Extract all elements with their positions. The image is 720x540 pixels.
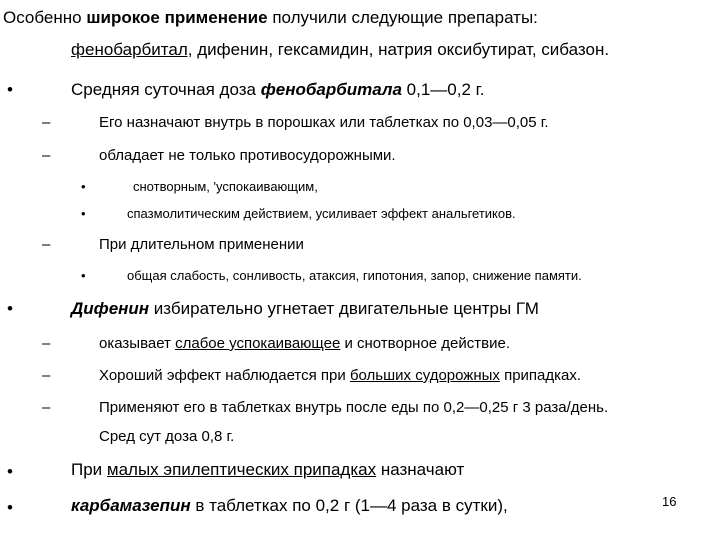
phenobarbital-sub2a: снотворным, 'успокаивающим,	[133, 179, 318, 194]
dash-marker: –	[42, 114, 51, 131]
intro-pre: Особенно	[3, 8, 87, 27]
phenobarbital-sub2: обладает не только противосудорожными.	[99, 147, 396, 164]
petit-line	[71, 460, 464, 480]
difenin-sub1-pre: оказывает	[99, 335, 176, 352]
dash-marker: –	[42, 399, 51, 416]
phenobarbital-sub2b: спазмолитическим действием, усиливает эффект анальгетиков.	[127, 206, 516, 221]
phenobarbital-post: 0,1—0,2 г.	[401, 80, 485, 99]
difenin-post: избирательно угнетает двигательные центры ГМ	[149, 299, 539, 318]
phenobarbital-sub1: Его назначают внутрь в порошках или таблетках по 0,03—0,05 г.	[99, 114, 549, 131]
intro-line	[3, 8, 538, 28]
difenin-sub2-post: припадках.	[499, 367, 582, 384]
dash-marker: –	[42, 367, 51, 384]
difenin-sub3: Применяют его в таблетках внутрь после еды по 0,2—0,25 г 3 раза/день.	[99, 399, 609, 416]
bullet-marker: •	[7, 80, 13, 99]
carbamazepine-line	[71, 496, 508, 516]
difenin-sub1-link[interactable]: слабое успокаивающее	[175, 335, 341, 352]
drug-link-phenobarbital[interactable]: фенобарбитал,	[71, 40, 193, 59]
difenin-bold: Дифенин	[71, 299, 150, 318]
phenobarbital-dose	[71, 80, 485, 100]
phenobarbital-bold: фенобарбитала	[260, 80, 402, 99]
difenin-sub2-link[interactable]: больших судорожных	[349, 367, 500, 384]
bullet-marker: •	[7, 498, 13, 517]
drugs-line	[71, 40, 609, 60]
bullet-marker: •	[7, 299, 13, 318]
difenin-sub2	[99, 367, 581, 384]
difenin-sub3-cont: Сред сут доза 0,8 г.	[99, 428, 235, 445]
carbamazepine-post: в таблетках по 0,2 г (1—4 раза в сутки),	[190, 496, 508, 515]
dash-marker: –	[42, 236, 51, 253]
bullet-marker: •	[81, 206, 86, 221]
carbamazepine-bold: карбамазепин	[71, 496, 191, 515]
intro-post: получили следующие препараты:	[267, 8, 538, 27]
phenobarbital-pre: Средняя суточная доза	[71, 80, 261, 99]
petit-link[interactable]: малых эпилептических припадках	[106, 460, 377, 479]
difenin-line	[71, 299, 539, 319]
drugs-rest: дифенин, гексамидин, натрия оксибутират, сибазон.	[192, 40, 610, 59]
intro-bold: широкое применение	[86, 8, 268, 27]
dash-marker: –	[42, 147, 51, 164]
phenobarbital-sub3: При длительном применении	[99, 236, 304, 253]
bullet-marker: •	[81, 268, 86, 283]
difenin-sub1-post: и снотворное действие.	[340, 335, 510, 352]
page-number: 16	[662, 494, 677, 509]
dash-marker: –	[42, 335, 51, 352]
phenobarbital-sub3a: общая слабость, сонливость, атаксия, гипотония, запор, снижение памяти.	[127, 268, 582, 283]
bullet-marker: •	[7, 462, 13, 481]
difenin-sub2-pre: Хороший эффект наблюдается при	[99, 367, 350, 384]
petit-pre: При	[71, 460, 107, 479]
difenin-sub1	[99, 335, 510, 352]
petit-post: назначают	[376, 460, 465, 479]
bullet-marker: •	[81, 179, 86, 194]
